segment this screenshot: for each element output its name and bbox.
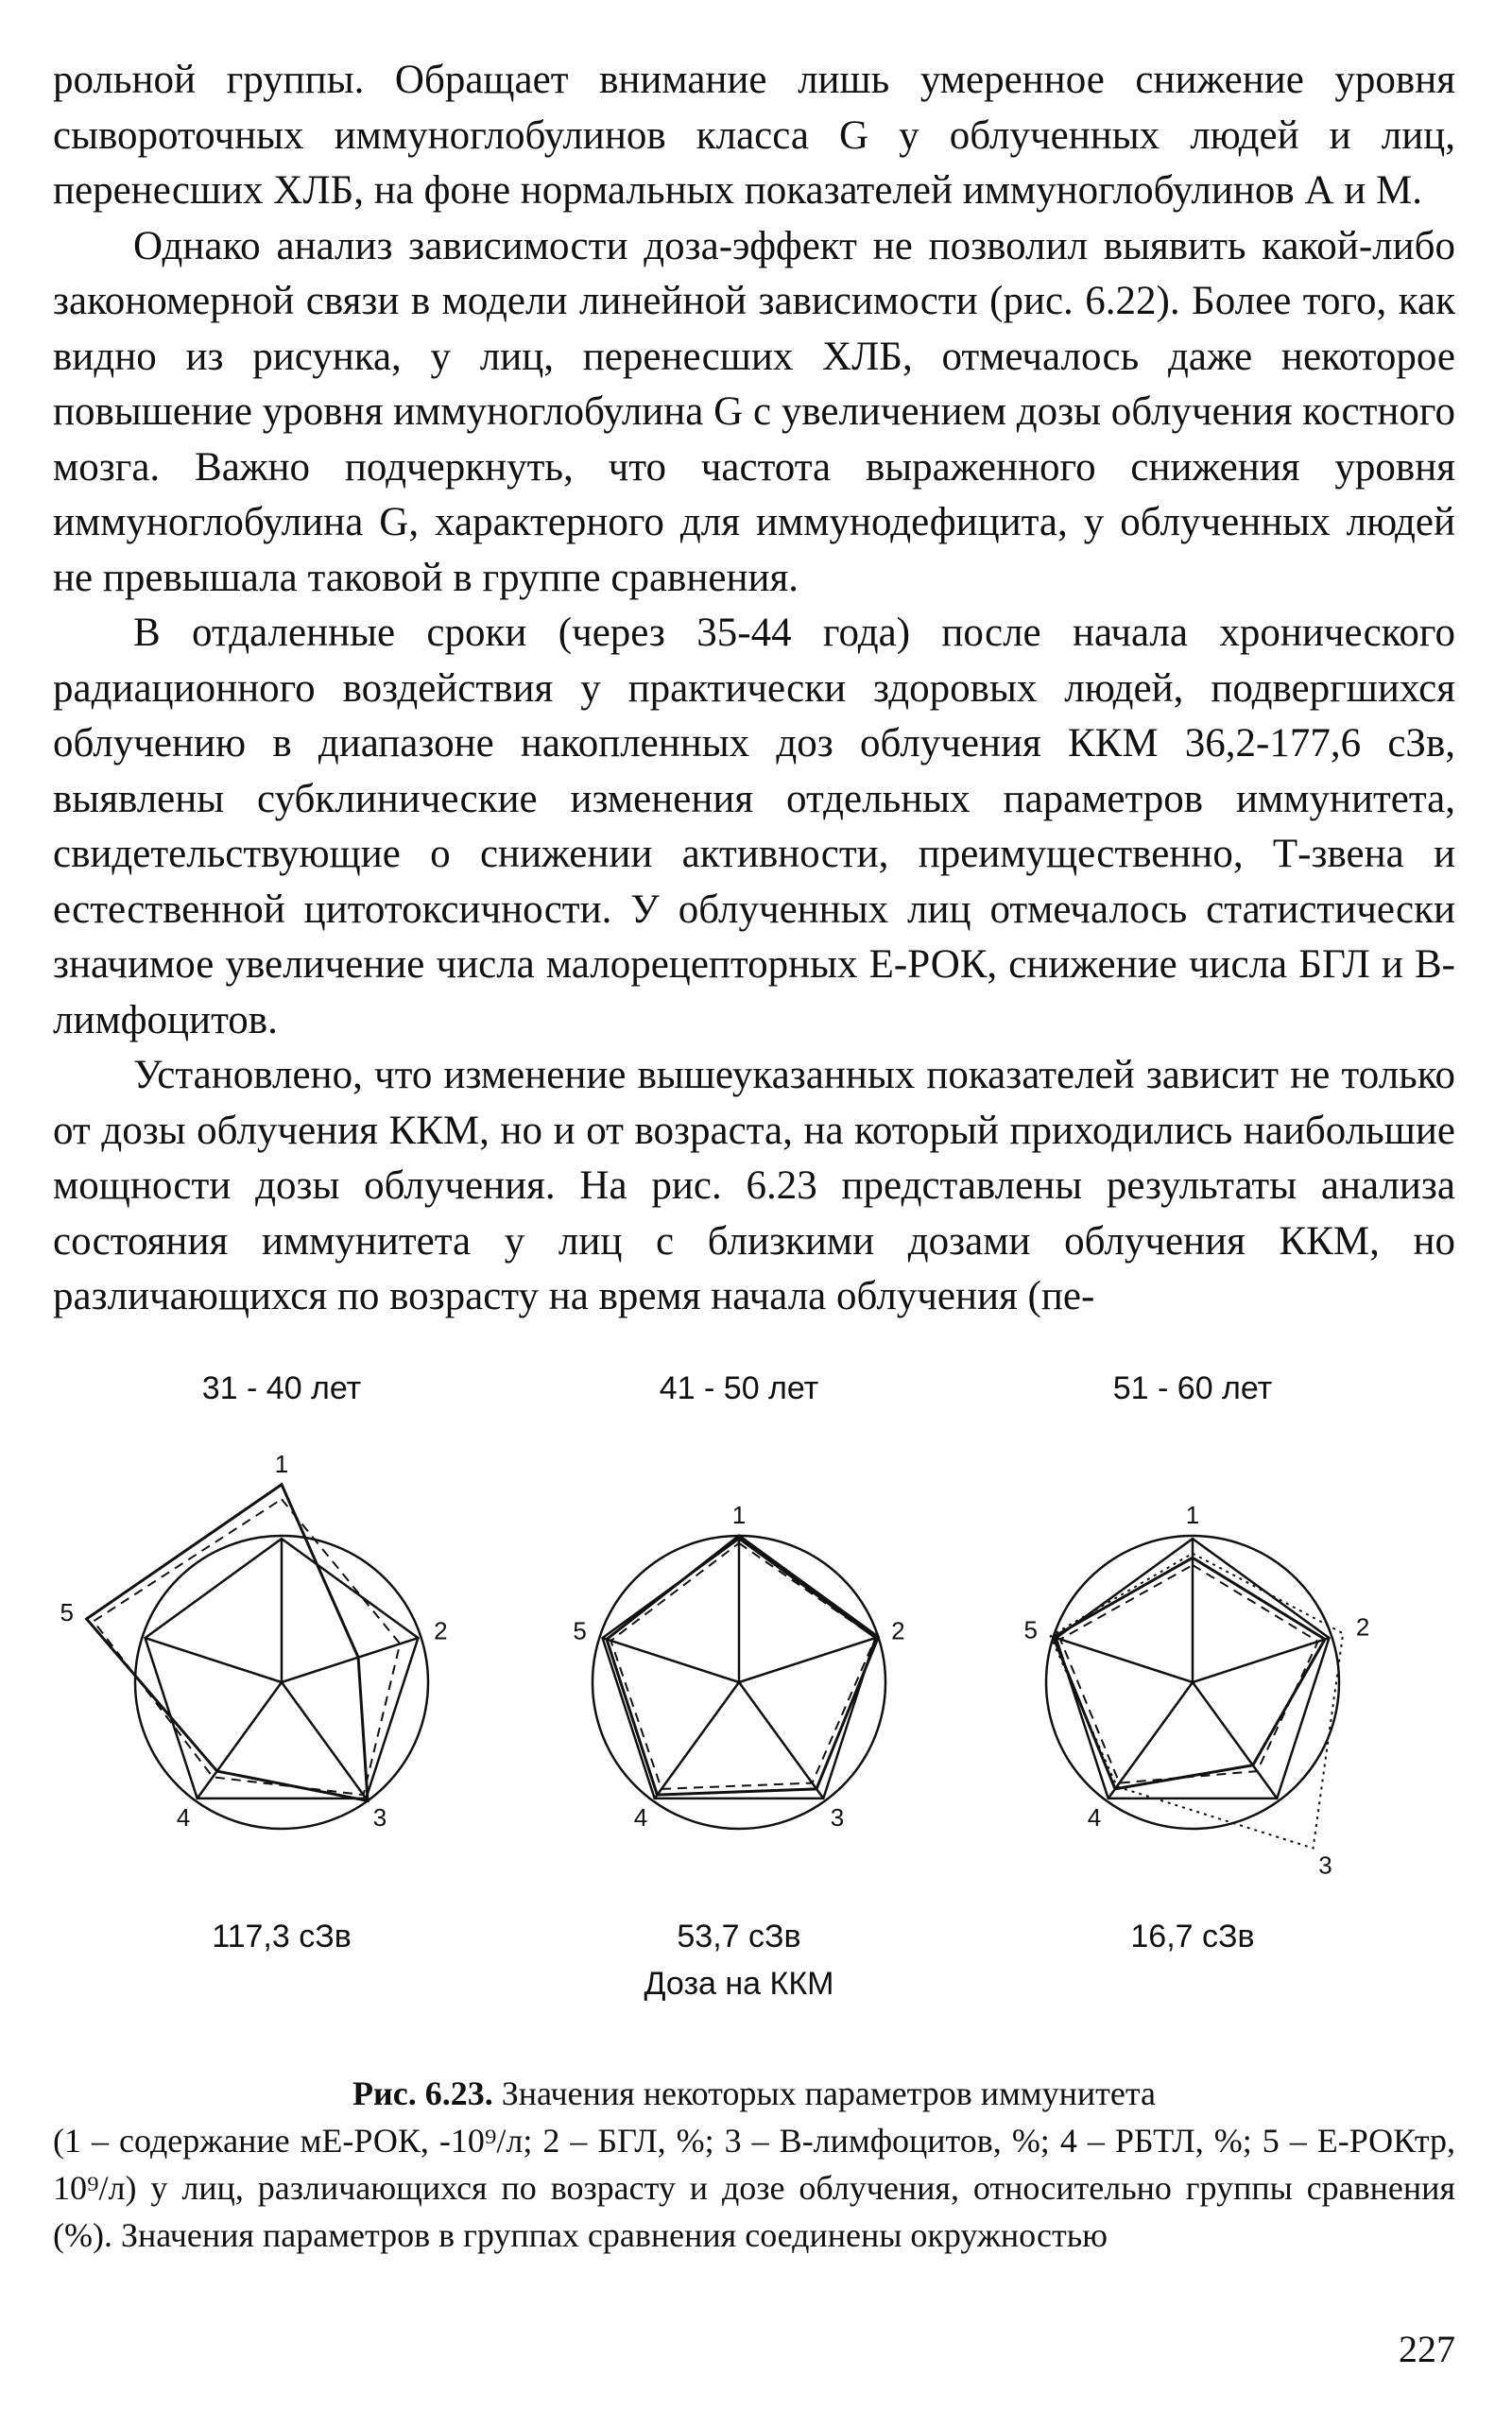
axis-spoke (655, 1682, 739, 1799)
figure-caption (53, 2070, 1455, 2259)
axis-label: 5 (60, 1598, 74, 1627)
panel-title: 51 - 60 лет (1112, 1370, 1273, 1406)
radar-figure (0, 1361, 1512, 2079)
axis-spoke (146, 1638, 282, 1682)
figure-6-23 (0, 1361, 1512, 2079)
axis-label: 1 (731, 1501, 747, 1529)
caption-body: (1 – содержание мЕ-РОК, -10⁹/л; 2 – БГЛ, %; 3 – В-лимфоцитов, %; 4 – РБТЛ, %; 5 – Е-РОКтр, 10⁹/л) у лиц, различающихся по возрасту и дозе облучения, относительно группы сравнения (%). Значения параметров в группах сравнения соединены окружностью (53, 2122, 1455, 2254)
axis-label: 4 (633, 1803, 648, 1833)
axis-spoke (282, 1682, 366, 1799)
paragraph: В отдаленные сроки (через 35-44 года) после начала хронического радиационного воздействия у практически здоровых людей, подвергшихся облучению в диапазоне накопленных доз облучения ККМ 36,2-177,6 сЗв, выявлены субклинические изменения отдельных параметров иммунитета, свидетельствующие о снижении активности, преимущественно, Т-звена и естественной цитотоксичности. У облученных лиц отмечалось статистически значимое увеличение числа малорецепторных Е-РОК, снижение числа БГЛ и В-лимфоцитов. (53, 611, 1455, 1042)
caption-label: Рис. 6.23. (352, 2074, 493, 2112)
axis-label: 1 (274, 1449, 289, 1478)
axis-spoke (739, 1638, 875, 1682)
paragraph: рольной группы. Обращает внимание лишь умеренное снижение уровня сывороточных иммуноглобулинов класса G у облученных людей и лиц, перенесших ХЛБ, на фоне нормальных показателей иммуноглобулинов А и М. (53, 58, 1455, 213)
axis-label: 5 (573, 1616, 587, 1645)
axis-label: 3 (1318, 1851, 1332, 1880)
axis-label: 3 (830, 1803, 845, 1833)
dose-label: 16,7 сЗв (1130, 1919, 1255, 1954)
page-number: 227 (1399, 2328, 1455, 2370)
axis-label: 4 (1087, 1803, 1102, 1833)
caption-title-line (53, 2070, 1455, 2117)
axis-label: 1 (1185, 1501, 1200, 1529)
axis-label: 2 (434, 1616, 448, 1645)
dose-label: 117,3 сЗв (212, 1919, 352, 1954)
dose-label: 53,7 сЗв (677, 1919, 801, 1954)
series-solid (87, 1485, 368, 1801)
axis-spoke (1057, 1638, 1193, 1682)
axis-spoke (282, 1638, 418, 1682)
axis-spoke (739, 1682, 823, 1799)
axis-spoke (1193, 1682, 1277, 1799)
axis-label: 4 (176, 1803, 191, 1833)
axis-spoke (1108, 1682, 1193, 1799)
paragraph: Установлено, что изменение вышеуказанных показателей зависит не только от дозы облучения ККМ, но и от возраста, на который приходились наибольшие мощности дозы облучения. На рис. 6.23 представлены результаты анализа состояния иммунитета у лиц с близкими дозами облучения ККМ, но различающихся по возрасту на время начала облучения (пе- (53, 1053, 1455, 1318)
body-text (53, 53, 1455, 1325)
axis-label: 5 (1023, 1615, 1038, 1644)
chart-xlabel: Доза на ККМ (644, 1966, 834, 2002)
caption-title: Значения некоторых параметров иммунитета (501, 2074, 1156, 2112)
axis-label: 2 (1355, 1612, 1370, 1642)
panel-title: 31 - 40 лет (201, 1370, 362, 1406)
series-dashed (610, 1543, 875, 1789)
axis-label: 3 (372, 1803, 387, 1833)
axis-label: 2 (891, 1616, 905, 1645)
paragraph: Однако анализ зависимости доза-эффект не позволил выявить какой-либо закономерной связи в модели линейной зависимости (рис. 6.22). Более того, как видно из рисунка, у лиц, перенесших ХЛБ, отмечалось даже некоторое повышение уровня иммуноглобулина G с увеличением дозы облучения костного мозга. Важно подчеркнуть, что частота выраженного снижения уровня иммуноглобулина G, характерного для иммунодефицита, у облученных людей не превышала таковой в группе сравнения. (53, 223, 1455, 600)
panel-title: 41 - 50 лет (659, 1370, 819, 1406)
